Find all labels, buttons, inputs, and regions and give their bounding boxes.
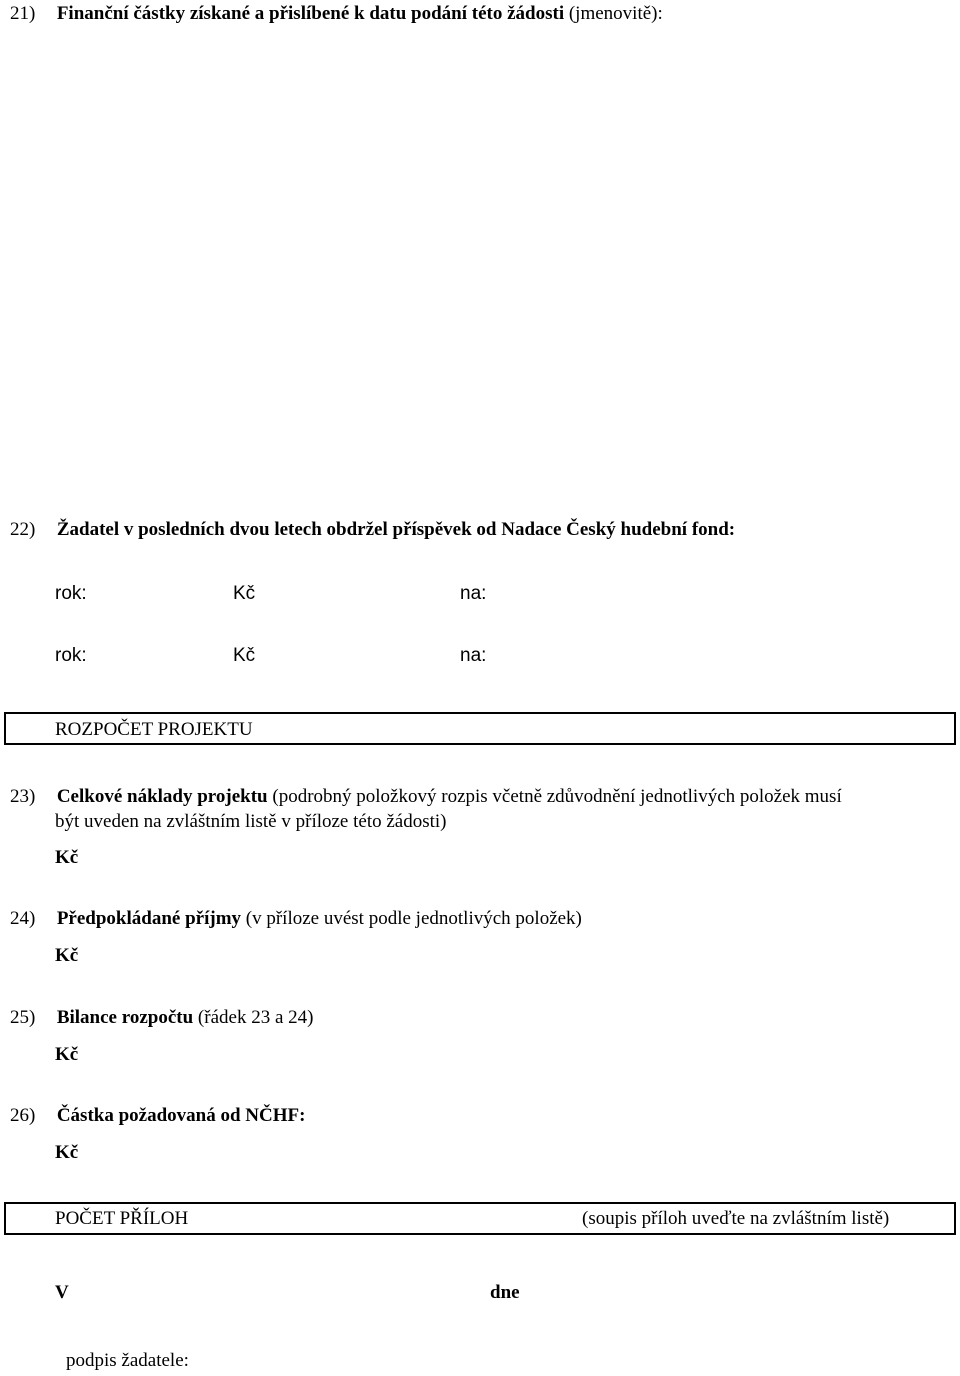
question-number: 26) [10,1105,36,1126]
question-title: Částka požadovaná od NČHF: [56,1105,306,1126]
question-26 [10,1106,305,1125]
question-note: (řádek 23 a 24) [193,1007,314,1028]
currency-25: Kč [55,1044,79,1065]
attachments-note: (soupis příloh uveďte na zvláštním listě) [582,1208,890,1229]
question-number: 24) [10,908,36,929]
date-label: dne [490,1282,520,1303]
question-note: (v příloze uvést podle jednotlivých položek) [241,908,582,929]
question-note: (jmenovitě): [564,3,663,24]
kc-label-2: Kč [233,645,256,666]
na-label-2: na: [460,645,487,666]
question-title: Předpokládané příjmy [56,908,242,929]
signature-label: podpis žadatele: [66,1350,189,1371]
kc-label-1: Kč [233,583,256,604]
attachments-label: POČET PŘÍLOH [55,1208,189,1229]
question-title: Celkové náklady projektu [56,786,268,807]
rok-label-2: rok: [55,645,87,666]
budget-header: ROZPOČET PROJEKTU [55,719,253,740]
rok-label-1: rok: [55,583,87,604]
question-number: 22) [10,519,36,540]
place-label: V [55,1282,69,1303]
question-23 [10,787,842,806]
currency-24: Kč [55,945,79,966]
question-number: 23) [10,786,36,807]
question-title: Finanční částky získané a přislíbené k datu podání této žádosti [56,3,565,24]
question-number: 25) [10,1007,36,1028]
question-24 [10,909,582,928]
question-21 [10,4,663,23]
question-title: Žadatel v posledních dvou letech obdržel příspěvek od Nadace Český hudební fond: [56,519,736,540]
question-25 [10,1008,313,1027]
na-label-1: na: [460,583,487,604]
currency-26: Kč [55,1142,79,1163]
question-23-line2: být uveden na zvláštním listě v příloze této žádosti) [55,811,447,832]
currency-23: Kč [55,847,79,868]
question-note: (podrobný položkový rozpis včetně zdůvodnění jednotlivých položek musí [267,786,842,807]
question-number: 21) [10,3,36,24]
question-title: Bilance rozpočtu [56,1007,194,1028]
question-22 [10,520,735,539]
